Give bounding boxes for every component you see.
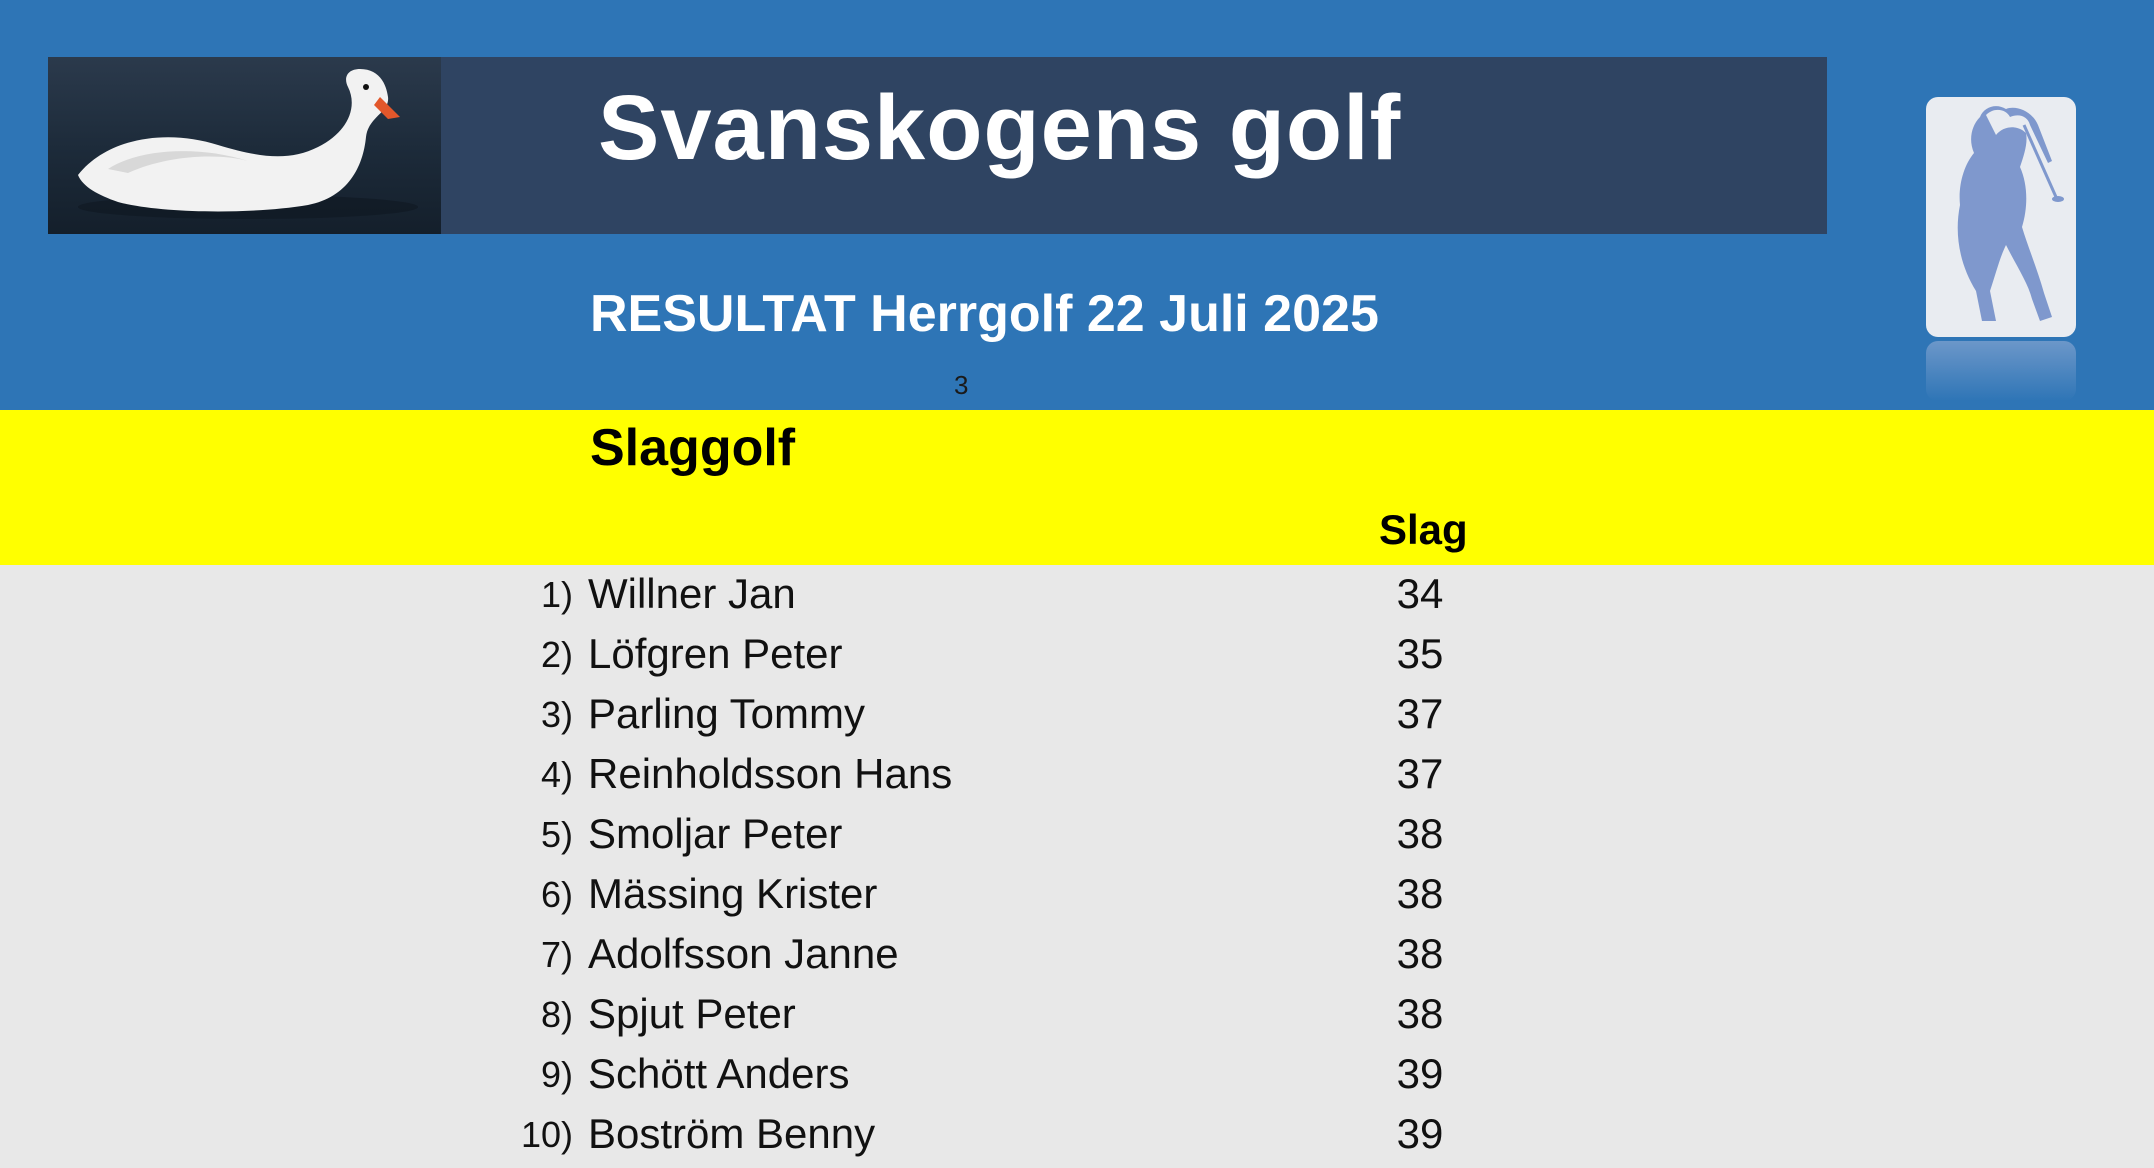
result-row <box>0 1108 2154 1168</box>
score-column-header: Slag <box>1379 506 1468 553</box>
result-row <box>0 748 2154 808</box>
rank: 4) <box>540 754 573 795</box>
result-row <box>0 808 2154 868</box>
score: 35 <box>1396 630 1444 677</box>
score: 34 <box>1396 570 1444 617</box>
score: 39 <box>1396 1050 1444 1097</box>
result-row <box>0 628 2154 688</box>
page-number: 3 <box>954 370 969 400</box>
rank: 5) <box>540 814 573 855</box>
score: 38 <box>1396 870 1444 917</box>
rank: 3) <box>540 694 573 735</box>
result-row <box>0 1048 2154 1108</box>
player-name: Löfgren Peter <box>588 630 843 677</box>
player-name: Adolfsson Janne <box>588 930 899 977</box>
score: 38 <box>1396 810 1444 857</box>
score: 39 <box>1396 1110 1444 1157</box>
club-title: Svanskogens golf <box>598 77 1402 179</box>
swan-photo <box>48 57 441 234</box>
player-name: Willner Jan <box>588 570 796 617</box>
player-name: Boström Benny <box>588 1110 876 1157</box>
result-row <box>0 988 2154 1048</box>
rank: 9) <box>540 1054 573 1095</box>
section-title: Slaggolf <box>590 419 796 477</box>
result-row <box>0 868 2154 928</box>
player-name: Reinholdsson Hans <box>588 750 953 797</box>
rank: 7) <box>540 934 573 975</box>
score: 37 <box>1396 750 1444 797</box>
score: 38 <box>1396 930 1444 977</box>
player-name: Schött Anders <box>588 1050 850 1097</box>
golfer-silhouette-icon <box>1924 95 2078 403</box>
player-name: Smoljar Peter <box>588 810 843 857</box>
player-name: Parling Tommy <box>588 690 865 737</box>
result-row <box>0 568 2154 628</box>
section-band <box>0 410 2154 565</box>
rank: 8) <box>540 994 573 1035</box>
player-name: Mässing Krister <box>588 870 878 917</box>
rank: 2) <box>540 634 573 675</box>
score: 37 <box>1396 690 1444 737</box>
score: 38 <box>1396 990 1444 1037</box>
result-row <box>0 688 2154 748</box>
rank: 10) <box>520 1114 573 1155</box>
result-row <box>0 928 2154 988</box>
player-name: Spjut Peter <box>588 990 796 1037</box>
rank: 1) <box>540 574 573 615</box>
results-list <box>0 568 2154 1168</box>
rank: 6) <box>540 874 573 915</box>
result-title: RESULTAT Herrgolf 22 Juli 2025 <box>590 285 1379 343</box>
